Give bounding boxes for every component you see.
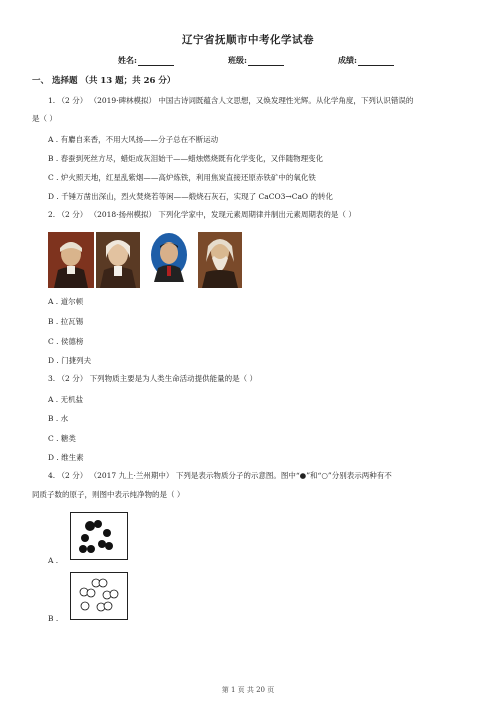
molecule-diagram-b — [70, 572, 128, 620]
q1-stem-line2: 是（ ） — [32, 114, 57, 123]
score-label: 成绩: — [338, 55, 357, 65]
portrait-3 — [146, 232, 192, 288]
portrait-4 — [198, 232, 242, 288]
q4-stem-line2: 同质子数的原子，则图中表示纯净物的是（ ） — [32, 490, 185, 499]
name-blank — [138, 57, 174, 66]
q2-option-c: C . 侯德榜 — [48, 337, 84, 346]
portrait-2 — [96, 232, 140, 288]
q4-option-b: B . — [48, 614, 59, 623]
q1-option-a: A . 有麝自来香，不用大风扬——分子总在不断运动 — [48, 135, 219, 144]
q1-stem-line1: 1. （2 分） （2019·碑林模拟） 中国古诗词既蕴含人文思想，又焕发理性光辉。从化学角度，下列认识错误的 — [48, 96, 414, 105]
q3-option-d: D . 维生素 — [48, 453, 84, 462]
q2-option-d: D . 门捷列夫 — [48, 356, 92, 365]
name-label: 姓名: — [118, 55, 137, 65]
q4-option-a: A . — [48, 556, 59, 565]
q3-option-a: A . 无机盐 — [48, 395, 84, 404]
molecule-diagram-a — [70, 512, 128, 560]
portrait-1 — [48, 232, 94, 288]
class-label: 班级: — [228, 55, 247, 65]
section-heading: 一、 选择题 （共 13 题；共 26 分） — [32, 76, 176, 86]
q3-option-c: C . 糖类 — [48, 434, 76, 443]
q2-stem: 2. （2 分） （2018·扬州模拟） 下列化学家中，发现元素周期律并制出元素周期表的是（ ） — [48, 210, 356, 219]
q2-option-b: B . 拉瓦锡 — [48, 317, 84, 326]
q3-stem: 3. （2 分） 下列物质主要是为人类生命活动提供能量的是（ ） — [48, 374, 257, 383]
q2-option-a: A . 道尔顿 — [48, 297, 84, 306]
q1-option-b: B . 春蚕到死丝方尽，蜡炬成灰泪始干——蜡烛燃烧既有化学变化，又伴随物理变化 — [48, 154, 324, 163]
q4-stem-line1: 4. （2 分） （2017 九上·兰州期中） 下列是表示物质分子的示意图。图中“●”和“○”分别表示两种有不 — [48, 471, 392, 480]
name-field — [118, 55, 174, 66]
exam-title: 辽宁省抚顺市中考化学试卷 — [182, 34, 314, 46]
score-blank — [358, 57, 394, 66]
q3-option-b: B . 水 — [48, 414, 69, 423]
class-blank — [248, 57, 284, 66]
q1-option-c: C . 炉火照天地，红星乱紫烟——高炉炼铁，利用焦炭直接还原赤铁矿中的氧化铁 — [48, 173, 316, 182]
q1-option-d: D . 千锤万凿出深山，烈火焚烧若等闲——煅烧石灰石，实现了 CaCO3→CaO 的转化 — [48, 192, 333, 201]
class-field — [228, 55, 284, 66]
page-footer: 第 1 页 共 20 页 — [221, 686, 275, 694]
score-field — [338, 55, 394, 66]
